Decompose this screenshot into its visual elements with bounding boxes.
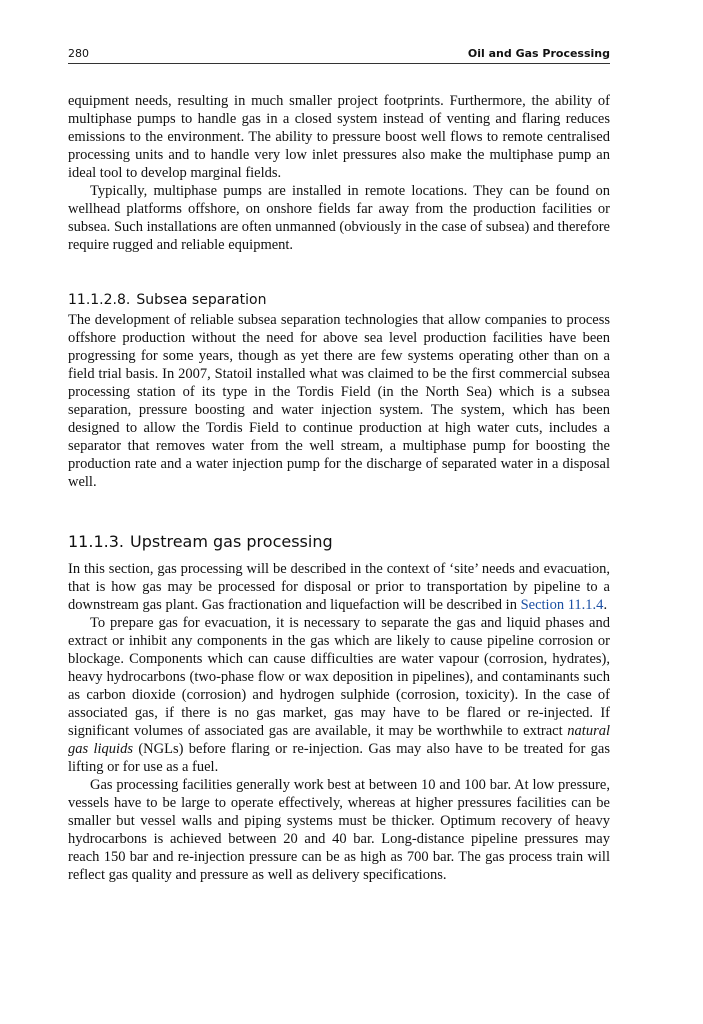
section-paragraph-1-text: In this section, gas processing will be described in the context of ‘site’ needs and evacuation, that is how gas may be processed for disposal or prior to transportation by pipeline to a downstream gas plant. Gas fractionation and liquefaction will be described in [68, 561, 610, 613]
intro-paragraph-1: equipment needs, resulting in much smaller project footprints. Furthermore, the ability of multiphase pumps to handle gas in a closed system instead of venting and flaring reduces emissions to the environment. The ability to pressure boost well flows to remote centralised processing units and to handle very low inlet pressures also make the multiphase pump an ideal tool to develop marginal fields. [68, 93, 610, 181]
section-title: Upstream gas processing [129, 532, 333, 551]
section-cross-reference-link[interactable]: Section 11.1.4 [520, 597, 604, 613]
running-title: Oil and Gas Processing [467, 47, 610, 60]
section-paragraph-2-text: To prepare gas for evacuation, it is necessary to separate the gas and liquid phases and extract or inhibit any components in the gas which are likely to cause pipeline corrosion or blockage. Components which can cause difficulties are water vapour (corrosion, hydrates), heavy hydrocarbons (two-phase flow or wax deposition in pipelines), and contaminants such as carbon dioxide (corrosion) and hydrogen sulphide (corrosion, toxicity). In the case of associated gas, if there is no gas market, gas may have to be flared or re-injected. If significant volumes of associated gas are available, it may be worthwhile to extract [68, 615, 610, 739]
subsection-title: Subsea separation [136, 292, 267, 308]
intro-paragraph-2: Typically, multiphase pumps are installed in remote locations. They can be found on wellhead platforms offshore, on onshore fields far away from the production facilities or subsea. Such installations are often unmanned (obviously in the case of subsea) and therefore require rugged and reliable equipment. [68, 183, 610, 253]
section-paragraph-2-end: (NGLs) before flaring or re-injection. Gas may also have to be treated for gas lifting or for use as a fuel. [68, 741, 610, 775]
intro-text-block [68, 92, 610, 254]
section-paragraph-1-end: . [603, 597, 608, 613]
section-number: 11.1.3. [68, 532, 124, 551]
section-paragraph-3: Gas processing facilities generally work best at between 10 and 100 bar. At low pressure, vessels have to be large to operate effectively, whereas at higher pressures facilities can be smaller but vessel walls and piping systems must be thicker. Optimum recovery of heavy hydrocarbons is achieved between 20 and 40 bar. Long-distance pipeline pressures may reach 150 bar and re-injection pressure can be as high as 700 bar. The gas process train will reflect gas quality and pressure as well as delivery specifications. [68, 777, 610, 883]
page-number: 280 [68, 47, 89, 60]
subsection-text-block [68, 311, 610, 491]
running-header [68, 45, 610, 65]
subsection-paragraph-1: The development of reliable subsea separation technologies that allow companies to process offshore production without the need for above sea level production facilities have been progressing for some years, though as yet there are few systems operating other than on a field trial basis. In 2007, Statoil installed what was claimed to be the first commercial subsea processing station of its type in the Tordis Field (in the North Sea) which is a subsea separation, pressure boosting and water injection system. The system, which has been designed to allow the Tordis Field to continue production at high water cuts, includes a separator that removes water from the well stream, a multiphase pump for boosting the production rate and a water injection pump for the discharge of separated water in a disposal well. [68, 312, 610, 490]
header-rule [68, 63, 610, 64]
subsection-heading [68, 292, 266, 308]
section-paragraph-1 [68, 560, 610, 614]
subsection-number: 11.1.2.8. [68, 292, 131, 308]
section-heading [68, 532, 333, 551]
ngl-term: natural gas liquids [68, 723, 610, 757]
section-paragraph-2 [68, 614, 610, 776]
section-text-block [68, 560, 610, 884]
